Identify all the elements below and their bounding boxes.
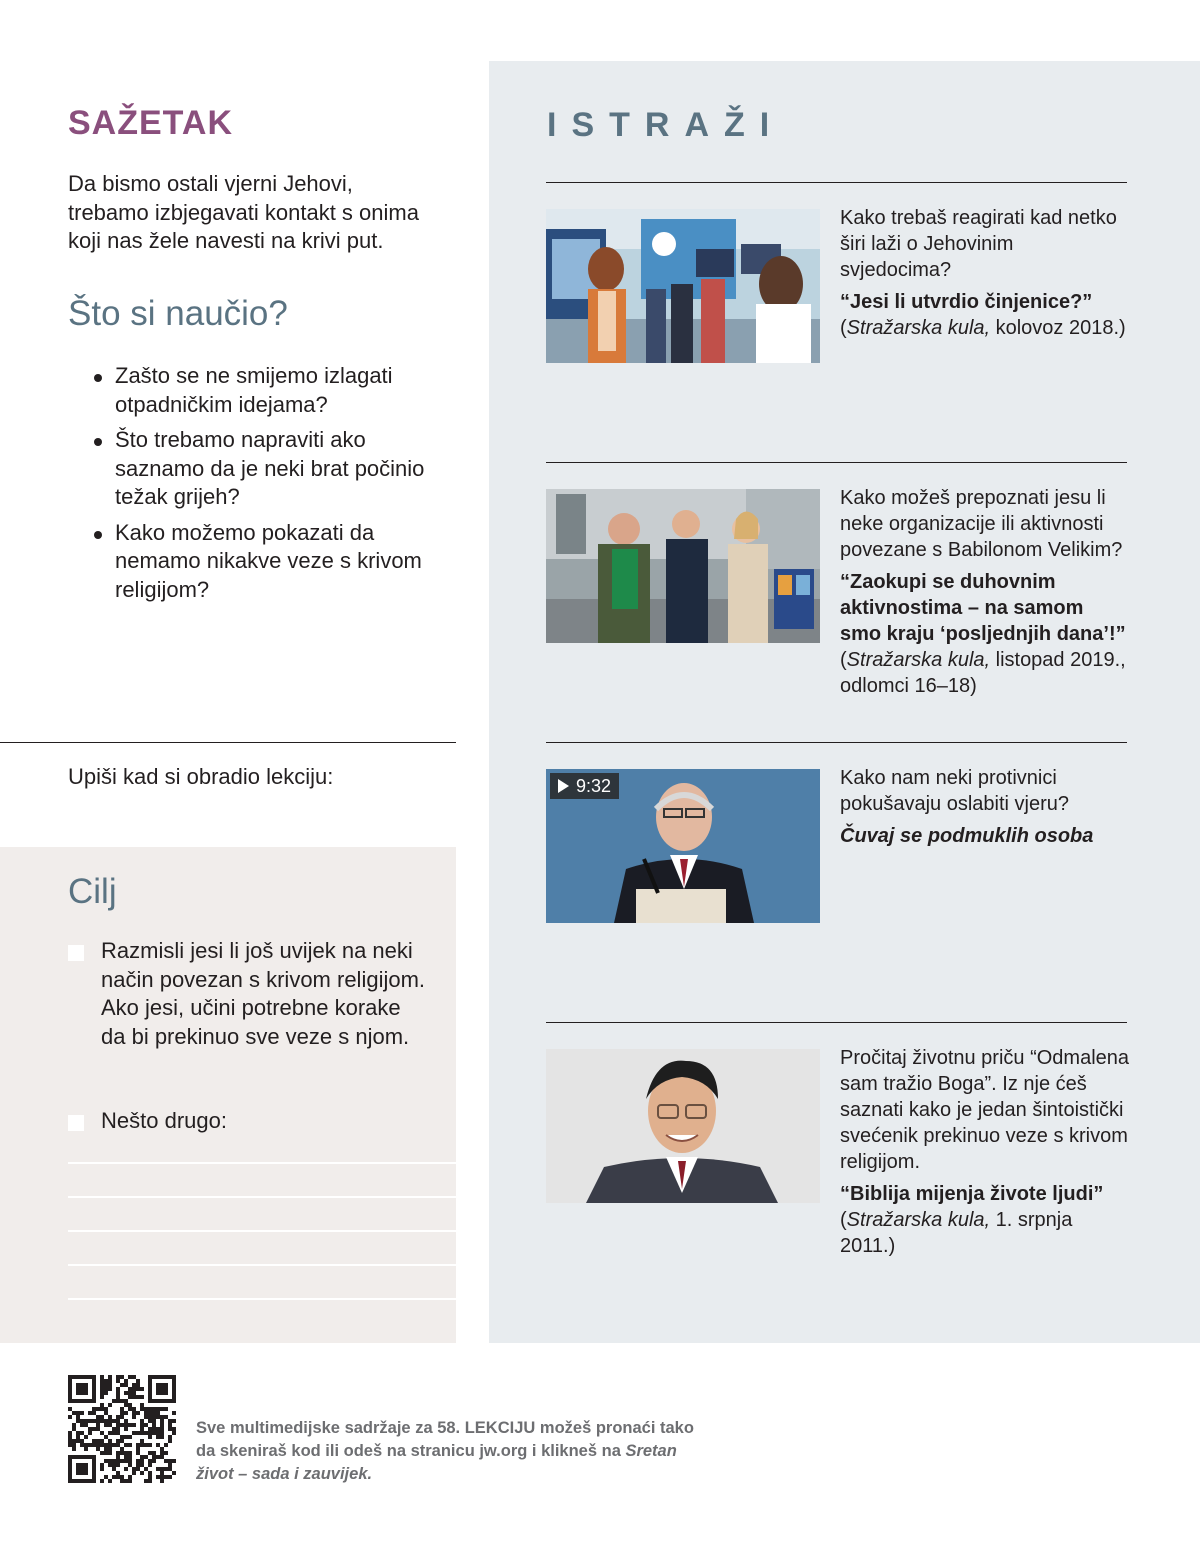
goal-box — [0, 847, 456, 1343]
entry-question: Kako trebaš reagirati kad netko širi laži o Jehovinim svjedocima? — [840, 207, 1117, 281]
portrait-image — [546, 1049, 820, 1203]
article-thumbnail[interactable] — [546, 489, 820, 643]
entry-source: (Stražarska kula, listopad 2019., odlomci 16–18) — [840, 649, 1126, 697]
review-questions-list — [93, 362, 443, 611]
video-thumbnail[interactable] — [546, 769, 820, 923]
footer-text — [196, 1417, 716, 1486]
divider — [546, 742, 1127, 743]
review-question: Zašto se ne smijemo izlagati otpadničkim idejama? — [93, 362, 443, 419]
write-line[interactable] — [68, 1264, 456, 1266]
explore-title: ISTRAŽI — [547, 106, 785, 144]
source-date: kolovoz 2018.) — [990, 317, 1126, 339]
entry-question: Kako nam neki protivnici pokušavaju oslabiti vjeru? — [840, 767, 1070, 815]
entry-title-link[interactable]: “Zaokupi se duhovnim aktivnostima – na samom smo kraju ‘posljednjih dana’!” — [840, 571, 1126, 645]
footer-text-italic: Sretan život – sada i zauvijek. — [196, 1442, 677, 1483]
source-publication: Stražarska kula, — [846, 317, 991, 339]
source-publication: Stražarska kula, — [846, 1209, 991, 1231]
entry-source: (Stražarska kula, kolovoz 2018.) — [840, 317, 1126, 339]
video-duration-badge — [550, 773, 619, 799]
source-date: listopad 2019., odlomci 16–18) — [840, 649, 1126, 697]
divider — [546, 462, 1127, 463]
play-icon[interactable] — [558, 779, 569, 793]
explore-entry — [840, 765, 1130, 849]
entry-title-link[interactable]: “Jesi li utvrdio činjenice?” — [840, 291, 1093, 313]
summary-title: SAŽETAK — [68, 104, 234, 142]
explore-entry — [840, 205, 1130, 341]
explore-entry — [840, 1045, 1130, 1259]
goal-title: Cilj — [68, 872, 117, 911]
summary-text: Da bismo ostali vjerni Jehovi, trebamo izbjegavati kontakt s onima koji nas žele navesti na krivi put. — [68, 171, 419, 253]
review-question: Što trebamo napraviti ako saznamo da je neki brat počinio težak grijeh? — [93, 426, 443, 512]
footer-text-main: Sve multimedijske sadržaje za 58. LEKCIJU možeš pronaći tako da skeniraš kod ili odeš na stranicu jw.org i klikneš na — [196, 1419, 694, 1460]
checkbox-icon[interactable] — [68, 1115, 84, 1131]
qr-code-icon[interactable] — [68, 1375, 176, 1483]
entry-question: Pročitaj životnu priču “Odmalena sam tražio Boga”. Iz nje ćeš saznati kako je jedan šintoistički svećenik prekinuo veze s krivom religijom. — [840, 1047, 1130, 1173]
goal-item-text: Nešto drugo: — [101, 1108, 227, 1133]
street-witnessing-image — [546, 489, 820, 643]
write-line[interactable] — [68, 1298, 456, 1300]
source-publication: Stražarska kula, — [846, 649, 991, 671]
entry-source: (Stražarska kula, 1. srpnja 2011.) — [840, 1209, 1073, 1257]
news-crowd-image — [546, 209, 820, 363]
write-line[interactable] — [68, 1196, 456, 1198]
write-line[interactable] — [68, 1162, 456, 1164]
goal-item-text: Razmisli jesi li još uvijek na neki način povezan s krivom religijom. Ako jesi, učini potrebne korake da bi prekinuo sve veze s njom. — [101, 938, 426, 1049]
goal-item — [68, 937, 428, 1051]
divider — [546, 1022, 1127, 1023]
video-duration: 9:32 — [576, 776, 612, 796]
article-thumbnail[interactable] — [546, 209, 820, 363]
source-date: 1. srpnja 2011.) — [840, 1209, 1073, 1257]
write-line[interactable] — [68, 1230, 456, 1232]
entry-question: Kako možeš prepoznati jesu li neke organizacije ili aktivnosti povezane s Babilonom Velikim? — [840, 487, 1123, 561]
goal-item — [68, 1107, 428, 1136]
entry-title-link[interactable]: Čuvaj se podmuklih osoba — [840, 825, 1094, 847]
divider — [0, 742, 456, 743]
learned-title: Što si naučio? — [68, 294, 288, 333]
explore-entry — [840, 485, 1130, 699]
article-thumbnail[interactable] — [546, 1049, 820, 1203]
checkbox-icon[interactable] — [68, 945, 84, 961]
entry-title-link[interactable]: “Biblija mijenja živote ljudi” — [840, 1183, 1104, 1205]
record-date-label: Upiši kad si obradio lekciju: — [68, 764, 334, 789]
review-question: Kako možemo pokazati da nemamo nikakve veze s krivom religijom? — [93, 519, 443, 605]
divider — [546, 182, 1127, 183]
